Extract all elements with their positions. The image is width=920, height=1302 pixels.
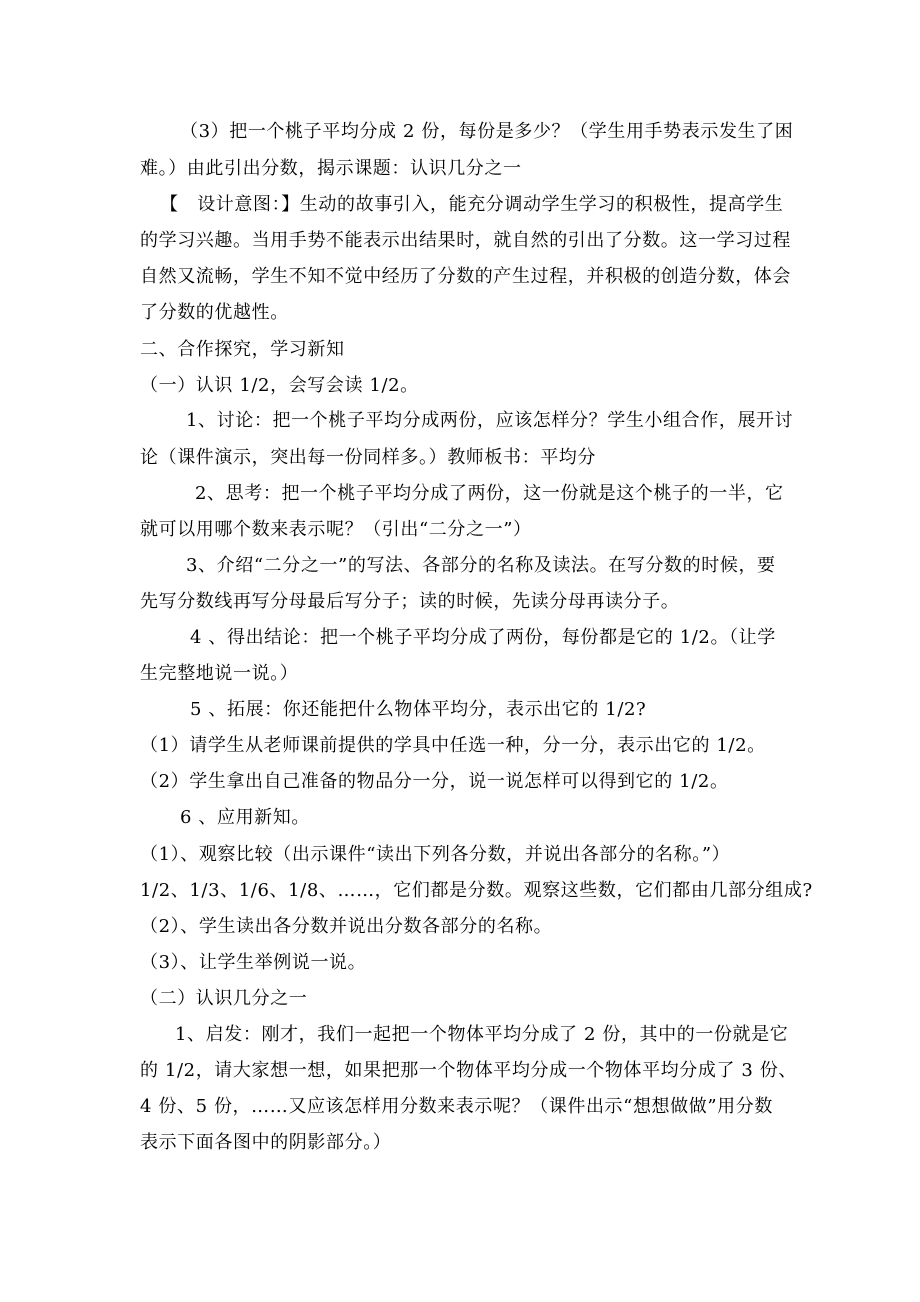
text-line: 3、介绍“二分之一”的写法、各部分的名称及读法。在写分数的时候，要 <box>186 555 776 576</box>
text-line: （2）、学生读出各分数并说出分数各部分的名称。 <box>140 916 553 937</box>
text-line: 自然又流畅，学生不知不觉中经历了分数的产生过程，并积极的创造分数，体会 <box>140 266 791 287</box>
subsection-heading: （一）认识 1/2，会写会读 1/2。 <box>140 375 419 396</box>
text-line: 难。）由此引出分数，揭示课题：认识几分之一 <box>140 158 522 179</box>
text-line: 生完整地说一说。） <box>140 663 299 684</box>
subsection-heading: （二）认识几分之一 <box>140 988 308 1009</box>
text-line: 先写分数线再写分母最后写分子；读的时候，先读分母再读分子。 <box>140 591 680 612</box>
text-line: （1）、观察比较（出示课件“读出下列各分数，并说出各部分的名称。”） <box>140 844 731 865</box>
text-line: 论（课件演示，突出每一份同样多。）教师板书：平均分 <box>140 447 596 468</box>
text-line: 5 、拓展：你还能把什么物体平均分，表示出它的 1/2? <box>190 699 647 720</box>
text-line: （2）学生拿出自己准备的物品分一分，说一说怎样可以得到它的 1/2。 <box>140 771 729 792</box>
text-line: 4 份、5 份，……又应该怎样用分数来表示呢？（课件出示“想想做做”用分数 <box>140 1096 773 1117</box>
text-line: （1）请学生从老师课前提供的学具中任选一种，分一分，表示出它的 1/2。 <box>140 735 766 756</box>
text-line: （3）把一个桃子平均分成 2 份，每份是多少？（学生用手势表示发生了困 <box>180 121 794 142</box>
text-line: 1、启发：刚才，我们一起把一个物体平均分成了 2 份，其中的一份就是它 <box>175 1024 789 1045</box>
text-line: 1/2、1/3、1/6、1/8、……，它们都是分数。观察这些数，它们都由几部分组成? <box>140 880 813 901</box>
text-line: 了分数的优越性。 <box>140 302 289 323</box>
text-line: 表示下面各图中的阴影部分。） <box>140 1132 392 1153</box>
text-line: 2、思考：把一个桃子平均分成了两份，这一份就是这个桃子的一半，它 <box>195 483 784 504</box>
text-line: 1、讨论：把一个桃子平均分成两份，应该怎样分？学生小组合作，展开讨 <box>186 410 794 431</box>
text-line: 的学习兴趣。当用手势不能表示出结果时，就自然的引出了分数。这一学习过程 <box>140 230 791 251</box>
design-intent-line: 【 设计意图：】生动的故事引入，能充分调动学生学习的积极性，提高学生 <box>160 194 784 215</box>
text-line: 4 、得出结论：把一个桃子平均分成了两份，每份都是它的 1/2。（让学 <box>190 627 776 648</box>
text-line: 的 1/2，请大家想一想，如果把那一个物体平均分成一个物体平均分成了 3 份、 <box>140 1060 797 1081</box>
text-line: （3）、让学生举例说一说。 <box>140 952 367 973</box>
section-heading: 二、合作探究，学习新知 <box>140 339 345 360</box>
text-line: 6 、应用新知。 <box>180 807 310 828</box>
text-line: 就可以用哪个数来表示呢？（引出“二分之一”） <box>140 519 532 540</box>
